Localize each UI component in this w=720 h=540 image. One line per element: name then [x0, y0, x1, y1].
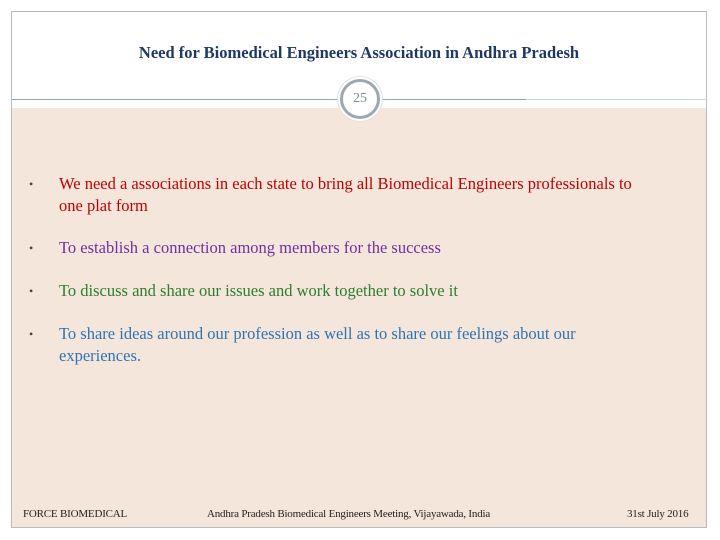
page-number: 25 — [353, 91, 367, 106]
bullet-item — [29, 323, 659, 367]
footer-organization: FORCE BIOMEDICAL — [23, 508, 128, 520]
bullet-item — [29, 173, 659, 217]
slide-title: Need for Biomedical Engineers Association in Andhra Pradesh — [138, 43, 580, 62]
bullet-item — [29, 280, 659, 302]
footer-date: 31st July 2016 — [627, 508, 689, 520]
bullet-dot-icon: • — [29, 177, 34, 191]
title-divider-left — [12, 99, 342, 100]
footer-event: Andhra Pradesh Biomedical Engineers Meeting, Vijayawada, India — [207, 508, 491, 520]
bullet-text: To establish a connection among members for the success — [59, 238, 441, 257]
bullet-text: To discuss and share our issues and work together to solve it — [59, 281, 458, 300]
title-divider-right — [382, 99, 526, 100]
bullet-text: We need a associations in each state to bring all Biomedical Engineers professionals to one plat form — [59, 174, 632, 215]
bullet-dot-icon: • — [29, 327, 34, 341]
title-divider-right-faint — [526, 99, 707, 100]
bullet-dot-icon: • — [29, 241, 34, 255]
page-number-badge — [340, 79, 380, 119]
bullet-text: To share ideas around our profession as well as to share our feelings about our experiences. — [59, 324, 576, 365]
bullet-dot-icon: • — [29, 284, 34, 298]
bullet-item — [29, 237, 659, 259]
